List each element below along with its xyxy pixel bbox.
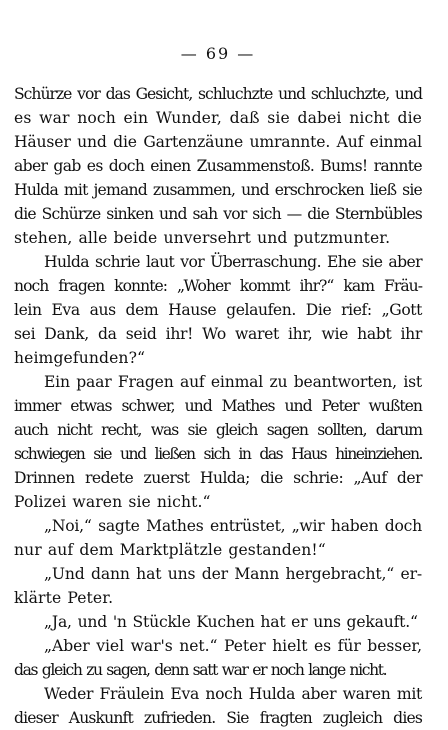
text-line: das gleich zu sagen, denn satt war er noch lange nicht. <box>14 661 387 679</box>
text-line: „Noi,“ sagte Mathes entrüstet, „wir haben doch <box>44 517 422 535</box>
text-line: „Und dann hat uns der Mann hergebracht,“ er- <box>44 565 422 583</box>
page-number: — 69 — <box>180 44 256 63</box>
text-line: Häuser und die Gartenzäune umrannte. Auf einmal <box>14 133 422 151</box>
page-body <box>14 82 422 730</box>
text-line: lein Eva aus dem Hause gelaufen. Die rief: „Gott <box>14 301 422 319</box>
text-line: heimgefunden?“ <box>14 349 146 367</box>
text-line: Hulda schrie laut vor Überraschung. Ehe sie aber <box>44 253 422 271</box>
text-line: auch nicht recht, was sie gleich sagen sollten, darum <box>14 421 422 439</box>
paragraph <box>14 82 422 250</box>
text-line: „Aber viel war's net.“ Peter hielt es für besser, <box>44 637 422 655</box>
paragraph <box>14 610 422 634</box>
text-line: Polizei waren sie nicht.“ <box>14 493 211 511</box>
text-line: „Ja, und 'n Stückle Kuchen hat er uns gekauft.“ <box>44 613 418 631</box>
text-line: Drinnen redete zuerst Hulda; die schrie: „Auf der <box>14 469 422 487</box>
text-line: es war noch ein Wunder, daß sie dabei nicht die <box>14 109 422 127</box>
text-line: klärte Peter. <box>14 589 114 607</box>
paragraph <box>14 514 422 562</box>
text-line: dieser Auskunft zufrieden. Sie fragten zugleich dies <box>14 709 422 727</box>
text-line: Weder Fräulein Eva noch Hulda aber waren mit <box>44 685 422 703</box>
paragraph <box>14 634 422 682</box>
text-line: Hulda mit jemand zusammen, und erschrocken ließ sie <box>14 181 422 199</box>
text-line: schwiegen sie und ließen sich in das Haus hineinziehen. <box>14 445 422 463</box>
text-line: aber gab es doch einen Zusammenstoß. Bums! rannte <box>14 157 422 175</box>
text-line: stehen, alle beide unversehrt und putzmunter. <box>14 229 391 247</box>
text-line: die Schürze sinken und sah vor sich — die Sternbübles <box>14 205 422 223</box>
paragraph <box>14 250 422 370</box>
text-line: immer etwas schwer, und Mathes und Peter wußten <box>14 397 422 415</box>
text-line: Ein paar Fragen auf einmal zu beantworten, ist <box>44 373 422 391</box>
text-line: Schürze vor das Gesicht, schluchzte und schluchzte, und <box>14 85 422 103</box>
text-line: sei Dank, da seid ihr! Wo waret ihr, wie habt ihr <box>14 325 422 343</box>
text-line: noch fragen konnte: „Woher kommt ihr?“ kam Fräu- <box>14 277 422 295</box>
paragraph <box>14 370 422 514</box>
text-line: nur auf dem Marktplätzle gestanden!“ <box>14 541 326 559</box>
paragraph <box>14 562 422 610</box>
